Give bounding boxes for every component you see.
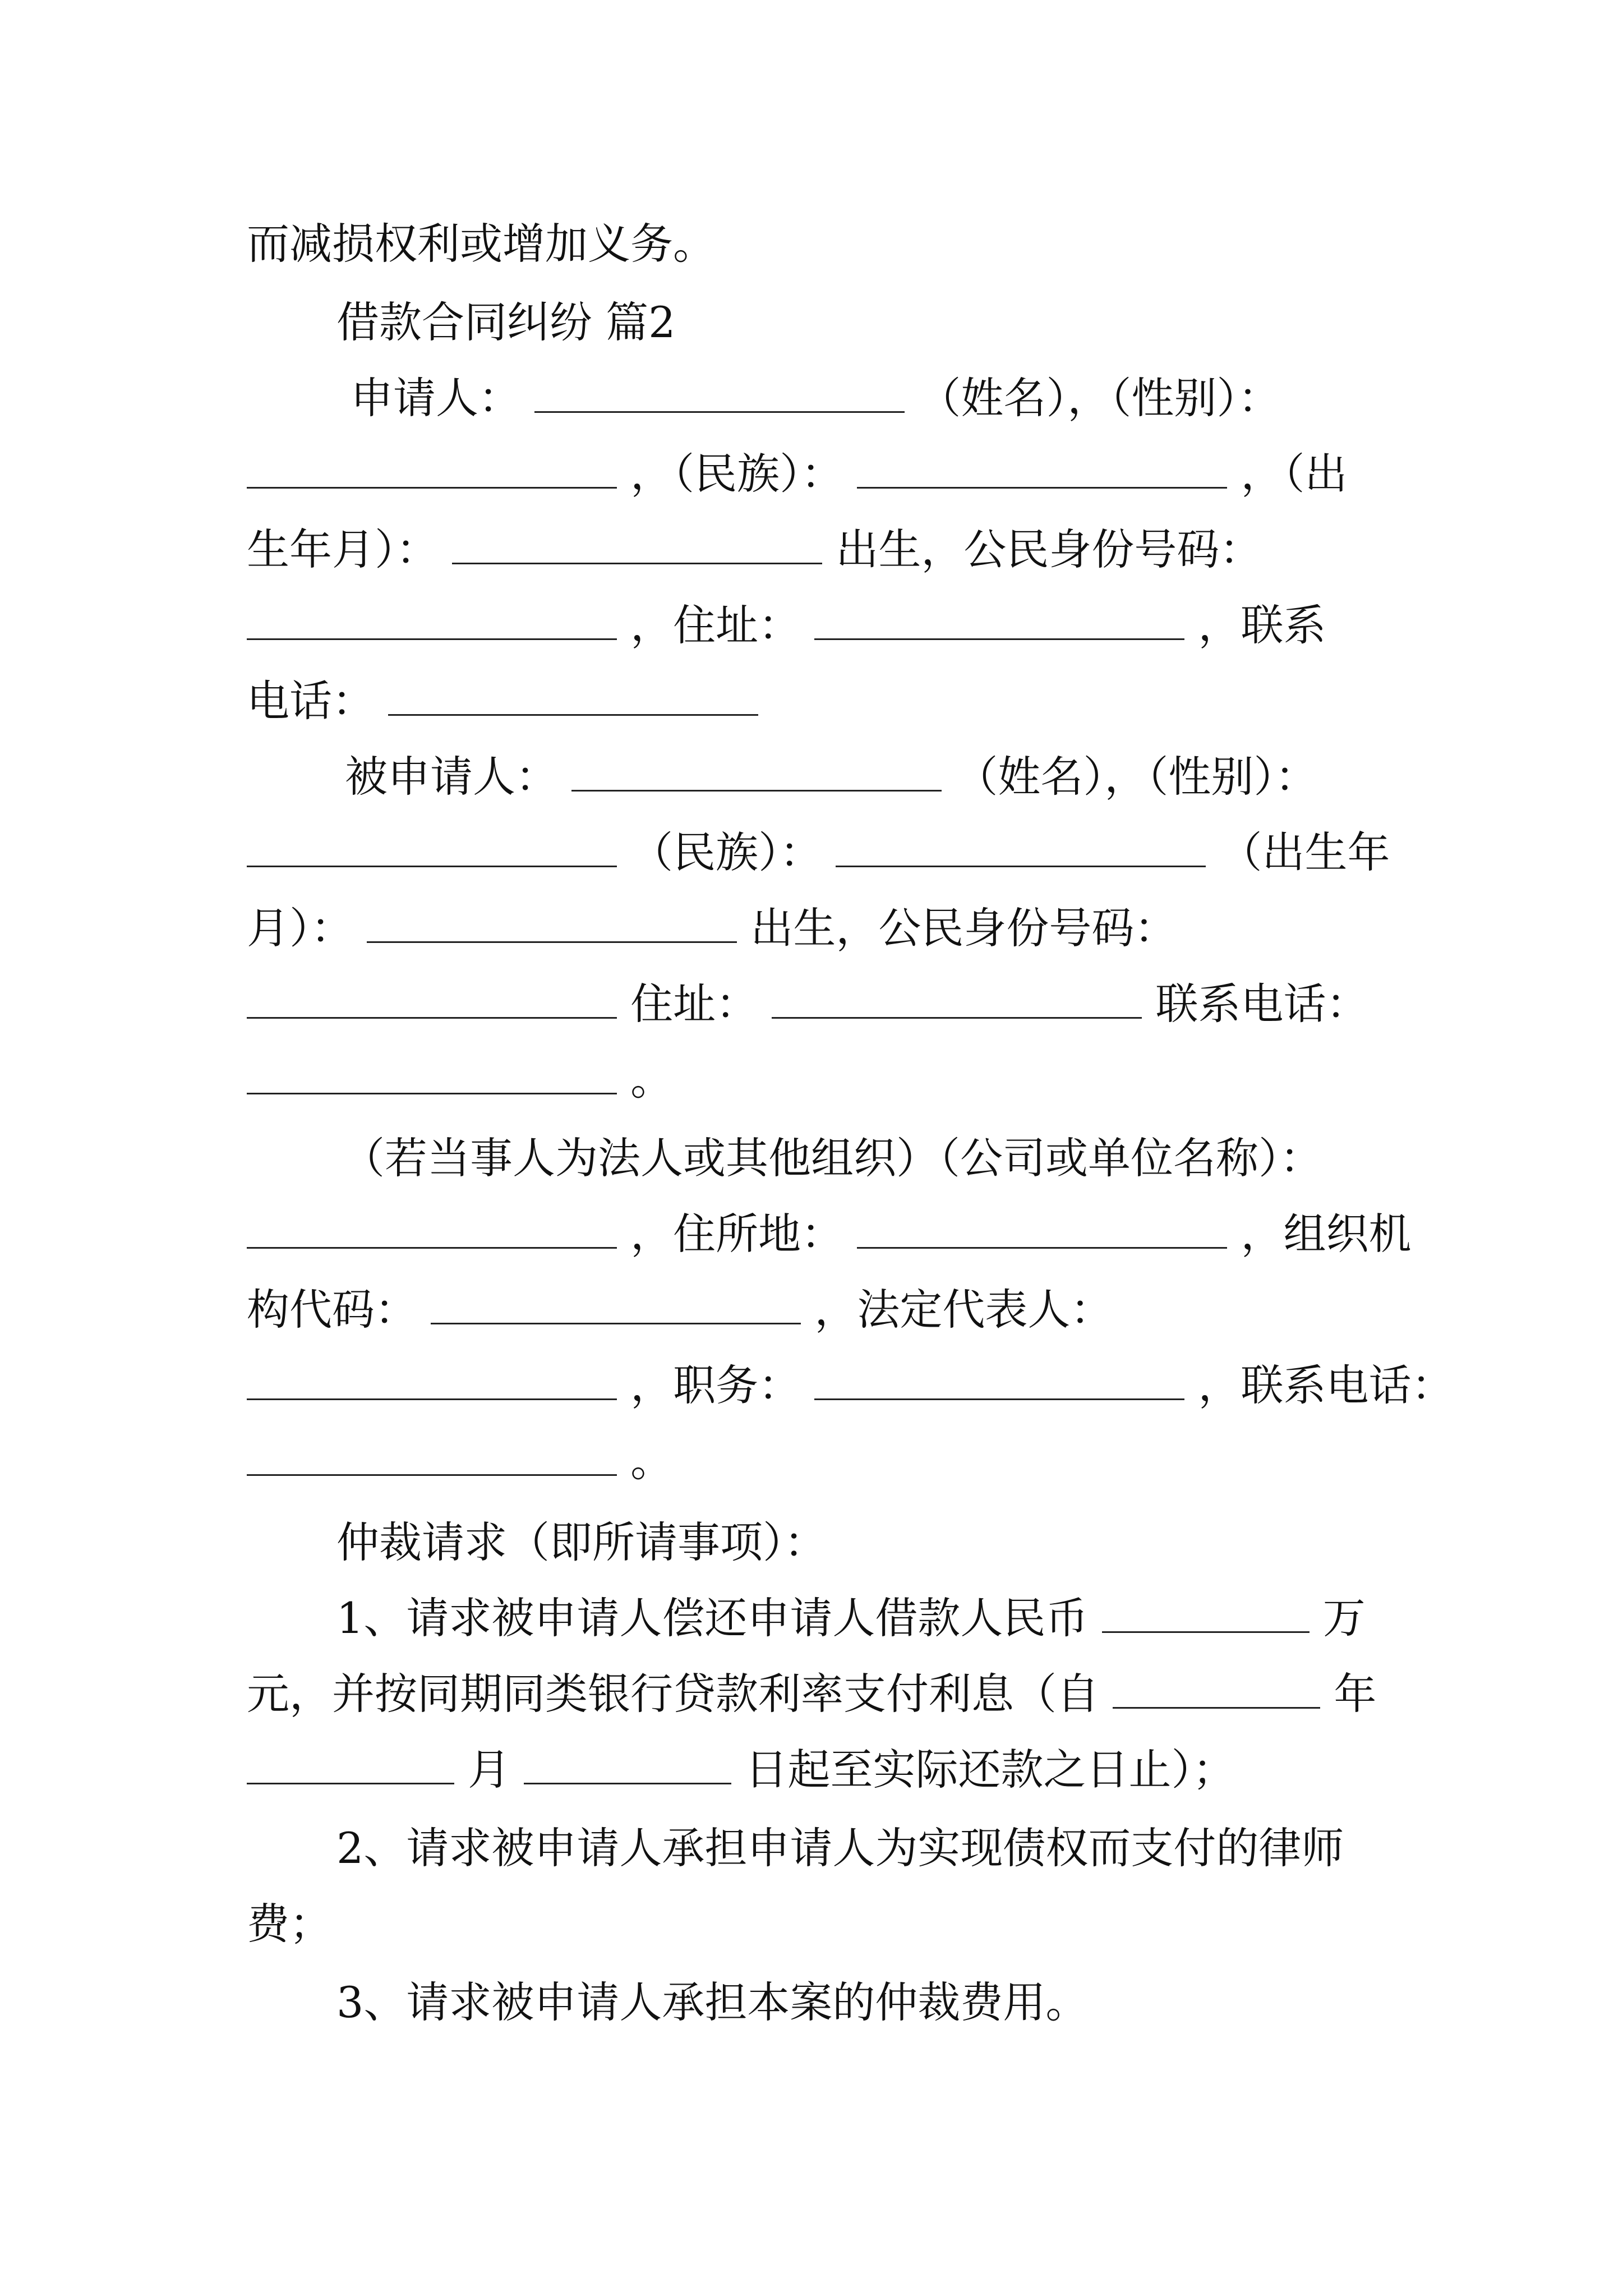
respondent-name-blank[interactable] xyxy=(571,751,942,792)
text-line xyxy=(247,1052,673,1108)
unit-text: 万 xyxy=(1322,1593,1366,1643)
text-line xyxy=(247,1282,1113,1338)
claim-1-text: 1、请求被申请人偿还申请人借款人民币 xyxy=(336,1593,1089,1643)
section-heading xyxy=(336,295,676,351)
respondent-birth-blank[interactable] xyxy=(367,902,737,943)
claim-item xyxy=(336,1820,1344,1876)
year-text: 年 xyxy=(1334,1669,1377,1719)
claim-1-interest-text: 元，并按同期同类银行贷款利率支付利息（自 xyxy=(247,1669,1099,1719)
name-blank[interactable] xyxy=(534,372,905,413)
org-code-blank[interactable] xyxy=(431,1283,801,1324)
respondent-gender-blank[interactable] xyxy=(247,826,617,867)
text-line xyxy=(247,673,758,729)
claim-2-text-end: 费； xyxy=(247,1899,332,1949)
domicile-label: ，住所地： xyxy=(630,1209,844,1259)
text-line xyxy=(247,1666,1376,1722)
birth-blank[interactable] xyxy=(452,523,822,564)
respondent-ethnicity-blank[interactable] xyxy=(836,826,1206,867)
address-blank[interactable] xyxy=(814,599,1184,640)
phone-blank[interactable] xyxy=(388,675,758,716)
domicile-blank[interactable] xyxy=(857,1208,1227,1249)
month-blank[interactable] xyxy=(247,1743,454,1784)
birth-label-start: （出生年 xyxy=(1219,827,1390,877)
period: 。 xyxy=(630,1055,674,1105)
text-line xyxy=(247,1433,673,1489)
position-blank[interactable] xyxy=(814,1359,1184,1400)
text-line xyxy=(247,976,1369,1032)
text-line xyxy=(247,216,716,272)
text-line xyxy=(247,1206,1412,1262)
id-number-label: 出生，公民身份号码： xyxy=(750,903,1177,953)
paragraph-text: 而减损权利或增加义务。 xyxy=(247,219,716,269)
period: 。 xyxy=(630,1436,674,1486)
claim-3-text: 3、请求被申请人承担本案的仲裁费用。 xyxy=(336,1977,1089,2027)
claim-item xyxy=(336,1975,1088,2031)
birth-label-start: ，（出 xyxy=(1241,449,1348,499)
applicant-label: 申请人： xyxy=(351,373,521,423)
year-blank[interactable] xyxy=(1113,1668,1320,1709)
address-label: 住址： xyxy=(630,979,759,1029)
phone-label-end: 电话： xyxy=(247,676,375,726)
respondent-line xyxy=(345,749,1317,805)
text-line xyxy=(247,1358,1454,1414)
day-text: 日起至实际还款之日止）； xyxy=(745,1745,1235,1795)
company-phone-blank[interactable] xyxy=(247,1435,617,1476)
address-label: ，住址： xyxy=(630,600,801,650)
position-label: ，职务： xyxy=(630,1360,801,1410)
legal-entity-label: （若当事人为法人或其他组织）（公司或单位名称）： xyxy=(342,1133,1322,1183)
month-text: 月 xyxy=(468,1745,511,1795)
legal-rep-label: ，法定代表人： xyxy=(814,1285,1113,1335)
text-line xyxy=(247,597,1326,654)
amount-blank[interactable] xyxy=(1102,1592,1310,1633)
claim-item xyxy=(336,1590,1366,1646)
text-line xyxy=(342,1130,1322,1186)
birth-label-end: 生年月）： xyxy=(247,524,439,574)
gender-blank[interactable] xyxy=(247,448,617,489)
text-line xyxy=(247,825,1390,881)
ethnicity-label: （民族）： xyxy=(630,827,823,877)
ethnicity-label: ，（民族）： xyxy=(630,449,844,499)
respondent-address-blank[interactable] xyxy=(772,978,1142,1019)
org-code-label-start: ，组织机 xyxy=(1241,1209,1412,1259)
birth-label-end: 月）： xyxy=(247,903,353,953)
day-blank[interactable] xyxy=(524,1743,731,1784)
org-code-label-end: 构代码： xyxy=(247,1285,417,1335)
phone-label: 联系电话： xyxy=(1155,979,1369,1029)
name-gender-label: （姓名），（性别）： xyxy=(955,752,1318,802)
claim-2-text: 2、请求被申请人承担申请人为实现债权而支付的律师 xyxy=(336,1823,1344,1873)
text-line xyxy=(247,446,1348,502)
company-name-blank[interactable] xyxy=(247,1208,617,1249)
claims-heading xyxy=(336,1515,827,1571)
respondent-phone-blank[interactable] xyxy=(247,1053,617,1094)
phone-label-start: ，联系 xyxy=(1198,600,1326,650)
text-line xyxy=(247,1742,1235,1798)
name-gender-label: （姓名），（性别）： xyxy=(918,373,1281,423)
text-line xyxy=(247,1896,332,1952)
text-line xyxy=(247,900,1177,956)
ethnicity-blank[interactable] xyxy=(857,448,1227,489)
legal-rep-blank[interactable] xyxy=(247,1359,617,1400)
claims-heading-text: 仲裁请求（即所请事项）： xyxy=(336,1517,827,1567)
id-number-label: 出生，公民身份号码： xyxy=(836,524,1262,574)
text-line xyxy=(247,522,1262,578)
respondent-id-blank[interactable] xyxy=(247,978,617,1019)
applicant-line xyxy=(351,370,1280,426)
phone-label: ，联系电话： xyxy=(1198,1360,1454,1410)
respondent-label: 被申请人： xyxy=(345,752,558,802)
heading-text: 借款合同纠纷 篇2 xyxy=(336,297,676,347)
id-number-blank[interactable] xyxy=(247,599,617,640)
